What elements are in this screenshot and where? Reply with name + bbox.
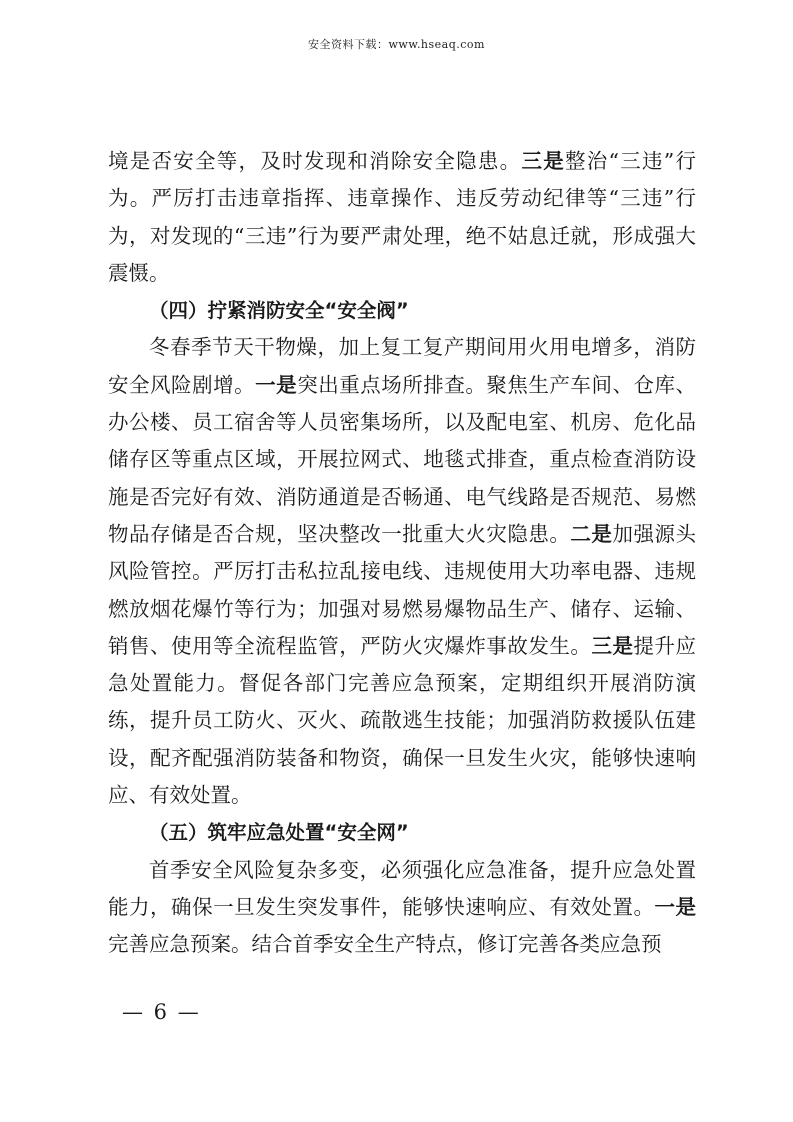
paragraph-text: 加强源头风险管控。严厉打击私拉乱接电线、违规使用大功率电器、违规燃放烟花爆竹等行为；加强对易燃易爆物品生产、储存、运输、销售、使用等全流程监管，严防火灾爆炸事故发生。	[108, 521, 697, 658]
paragraph-emergency	[108, 852, 696, 964]
paragraph-text: 境是否安全等，及时发现和消除安全隐患。	[108, 149, 522, 173]
page-header: 安全资料下载：www.hseaq.com	[308, 38, 485, 51]
paragraph-fire-safety	[108, 329, 696, 814]
paragraph-text: 冬春季节天干物燥，加上复工复产期间用火用电增多，消防安全风险剧增。	[108, 335, 696, 397]
section-heading-4: （四）拧紧消防安全“安全阀”	[149, 299, 409, 323]
paragraph-text: 突出重点场所排查。聚焦生产车间、仓库、办公楼、员工宿舍等人员密集场所，以及配电室、机房、危化品储存区等重点区域，开展拉网式、地毯式排查，重点检查消防设施是否完好有效、消防通道是否畅通、电气线路是否规范、易燃物品存储是否合规，坚决整改一批重大火灾隐患。	[108, 372, 697, 546]
paragraph-text: 首季安全风险复杂多变，必须强化应急准备，提升应急处置能力，确保一旦发生突发事件，能够快速响应、有效处置。	[108, 857, 696, 919]
page-number: — 6 —	[122, 1000, 201, 1024]
bold-lead: 三是	[521, 149, 565, 173]
paragraph-text: 完善应急预案。结合首季安全生产特点，修订完善各类应急预	[108, 932, 662, 957]
paragraph-text: 提升应急处置能力。督促各部门完善应急预案，定期组织开展消防演练，提升员工防火、灭火、疏散逃生技能；加强消防救援队伍建设，配齐配强消防装备和物资，确保一旦发生火灾，能够快速响应、有效处置。	[108, 633, 697, 808]
paragraph-continuation	[108, 143, 696, 292]
bold-lead: 二是	[570, 521, 613, 546]
section-heading-5: （五）筑牢应急处置“安全网”	[149, 821, 409, 845]
paragraph-text: 整治“三违”行为。严厉打击违章指挥、违章操作、违反劳动纪律等“三违”行为，对发现的“三违”行为要严肃处理，绝不姑息迁就，形成强大震慑。	[108, 149, 697, 285]
bold-lead: 一是	[255, 372, 298, 397]
document-body	[108, 143, 696, 964]
bold-lead: 一是	[654, 894, 697, 919]
bold-lead: 三是	[591, 633, 634, 658]
